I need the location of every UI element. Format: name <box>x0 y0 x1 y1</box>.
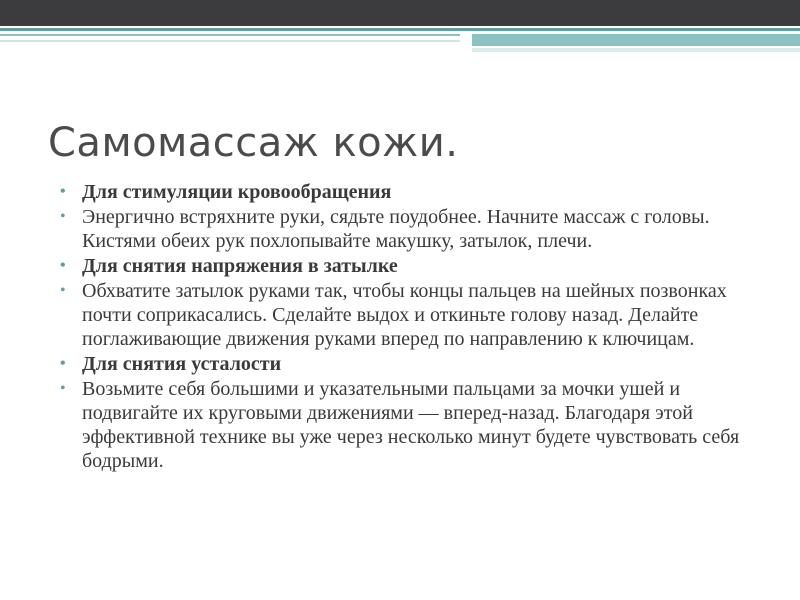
list-item-text: Для снятия напряжения в затылке <box>82 255 398 277</box>
bullet-icon: • <box>60 380 66 397</box>
list-item <box>58 352 748 376</box>
list-item-text: Возьмите себя большими и указательными пальцами за мочки ушей и подвигайте их круговыми движениями — вперед-назад. Благодаря этой эффективной технике вы уже через несколько минут будете чувствовать себя бодрыми. <box>82 378 740 472</box>
bullet-icon: • <box>60 183 66 200</box>
list-item <box>58 279 748 351</box>
bullet-icon: • <box>60 257 66 274</box>
list-item-text: Для снятия усталости <box>82 353 282 375</box>
list-item <box>58 180 748 204</box>
bullet-icon: • <box>60 355 66 372</box>
list-item <box>58 254 748 278</box>
bullet-icon: • <box>60 282 66 299</box>
accent-block <box>472 34 800 46</box>
accent-stripe <box>472 48 800 52</box>
list-item-text: Для стимуляции кровообращения <box>82 181 392 203</box>
list-item-text: Энергично встряхните руки, сядьте поудобнее. Начните массаж с головы. Кистями обеих рук похлопывайте макушку, затылок, плечи. <box>82 206 710 252</box>
bullet-icon: • <box>60 208 66 225</box>
list-item-text: Обхватите затылок руками так, чтобы концы пальцев на шейных позвонках почти соприкасались. Сделайте выдох и откиньте голову назад. Делайте поглаживающие движения руками вперед по направлению к ключицам. <box>82 280 727 350</box>
list-item <box>58 377 748 473</box>
accent-stripe <box>0 34 460 36</box>
accent-stripe <box>0 28 800 31</box>
list-item <box>58 205 748 253</box>
top-banner <box>0 0 800 26</box>
slide-title: Самомассаж кожи. <box>48 120 459 166</box>
bullet-list <box>58 180 748 474</box>
accent-stripe <box>0 40 460 42</box>
